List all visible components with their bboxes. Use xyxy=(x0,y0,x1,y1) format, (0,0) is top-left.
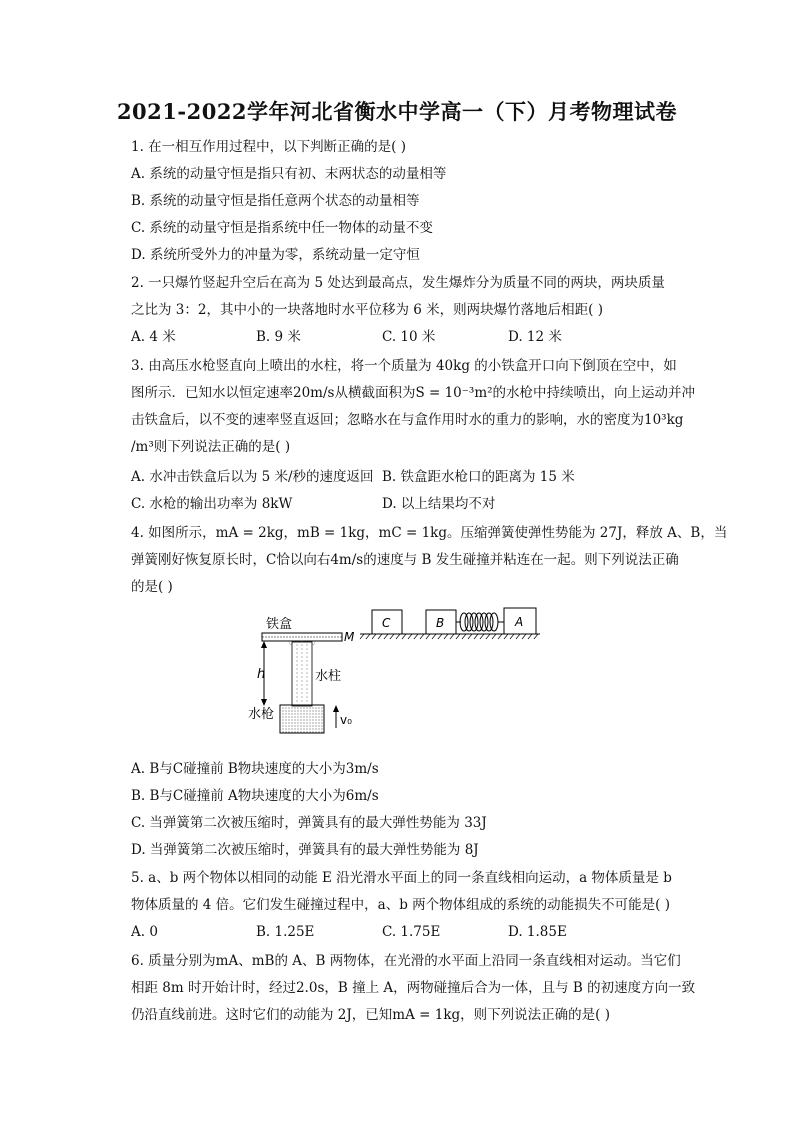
q3-option-a: A. 水冲击铁盒后以为 5 米/秒的速度返回 xyxy=(131,469,374,485)
label-v0: v₀ xyxy=(340,713,352,727)
q6-line-1: 6. 质量分别为mA、mB的 A、B 两物体，在光滑的水平面上沿同一条直线相对运动。当它们 xyxy=(131,953,681,969)
label-water-gun: 水枪 xyxy=(248,707,275,722)
q4-option-c: C. 当弹簧第二次被压缩时，弹簧具有的最大弹性势能为 33J xyxy=(131,815,487,831)
q2-option-a: A. 4 米 xyxy=(131,329,176,345)
q1-option-b: B. 系统的动量守恒是指任意两个状态的动量相等 xyxy=(131,193,420,209)
q2-line-2: 之比为 3：2，其中小的一块落地时水平位移为 6 米，则两块爆竹落地后相距( ) xyxy=(131,302,603,318)
q3-option-c: C. 水枪的输出功率为 8kW xyxy=(131,496,293,512)
q3-line-2: 图所示．已知水以恒定速率20m/s从横截面积为S = 10⁻³m²的水枪中持续喷出，向上运动并冲 xyxy=(131,385,696,401)
q1-option-d: D. 系统所受外力的冲量为零，系统动量一定守恒 xyxy=(131,247,420,263)
q1-stem: 1. 在一相互作用过程中，以下判断正确的是( ) xyxy=(131,139,406,155)
q6-line-3: 仍沿直线前进。这时它们的动能为 2J，已知mA = 1kg，则下列说法正确的是( ) xyxy=(131,1007,610,1023)
q5-option-b: B. 1.25E xyxy=(256,924,315,940)
q5-line-2: 物体质量的 4 倍。它们发生碰撞过程中，a、b 两个物体组成的系统的动能损失不可能是( ) xyxy=(131,897,670,913)
q3-line-4: /m³则下列说法正确的是( ) xyxy=(131,439,291,455)
q5-line-1: 5. a、b 两个物体以相同的动能 E 沿光滑水平面上的同一条直线相向运动，a 物体质量是 b xyxy=(131,870,672,886)
q3-option-b: B. 铁盒距水枪口的距离为 15 米 xyxy=(382,469,575,485)
question-5 xyxy=(131,865,691,919)
q2-option-b: B. 9 米 xyxy=(256,329,301,345)
q4-line-2: 弹簧刚好恢复原长时，C恰以向右4m/s的速度与 B 发生碰撞并粘连在一起。则下列说法正确 xyxy=(131,552,679,568)
label-block-c: C xyxy=(382,616,391,630)
label-iron-box: 铁盒 xyxy=(266,617,293,632)
q4-option-d: D. 当弹簧第二次被压缩时，弹簧具有的最大弹性势能为 8J xyxy=(131,842,479,858)
q2-line-1: 2. 一只爆竹竖起升空后在高为 5 处达到最高点，发生爆炸分为质量不同的两块，两块质量 xyxy=(131,275,665,291)
q6-line-2: 相距 8m 时开始计时，经过2.0s，B 撞上 A，两物碰撞后合为一体，且与 B 的初速度方向一致 xyxy=(131,980,696,996)
label-water-column: 水柱 xyxy=(315,669,342,684)
label-h: h xyxy=(257,667,266,682)
q5-option-c: C. 1.75E xyxy=(382,924,441,940)
q5-option-d: D. 1.85E xyxy=(508,924,567,940)
water-gun xyxy=(280,705,324,733)
q1-option-c: C. 系统的动量守恒是指系统中任一物体的动量不变 xyxy=(131,220,433,236)
question-2 xyxy=(131,270,691,324)
q2-option-c: C. 10 米 xyxy=(382,329,436,345)
q5-option-a: A. 0 xyxy=(131,924,158,940)
q4-option-b: B. B与C碰撞前 A物块速度的大小为6m/s xyxy=(131,788,379,804)
q4-line-3: 的是( ) xyxy=(131,579,173,595)
question-4 xyxy=(131,520,728,601)
question-3 xyxy=(131,353,696,461)
q4-option-a: A. B与C碰撞前 B物块速度的大小为3m/s xyxy=(131,761,379,777)
exam-title: 2021-2022学年河北省衡水中学高一（下）月考物理试卷 xyxy=(116,99,678,124)
blocks-spring-figure xyxy=(358,604,548,644)
q4-line-1: 4. 如图所示，mA = 2kg，mB = 1kg，mC = 1kg。压缩弹簧使弹性势能为 27J，释放 A、B，当 xyxy=(131,525,728,541)
label-m: M xyxy=(344,630,355,644)
q3-line-3: 击铁盒后，以不变的速率竖直返回；忽略水在与盒作用时水的重力的影响，水的密度为10³kg xyxy=(131,412,684,428)
water-gun-figure xyxy=(240,608,370,748)
label-block-a: A xyxy=(515,615,524,629)
spring xyxy=(456,613,504,631)
q1-option-a: A. 系统的动量守恒是指只有初、末两状态的动量相等 xyxy=(131,166,447,182)
q3-line-1: 3. 由高压水枪竖直向上喷出的水柱，将一个质量为 40kg 的小铁盒开口向下倒顶在空中，如 xyxy=(131,358,677,374)
label-block-b: B xyxy=(436,616,445,630)
question-6 xyxy=(131,948,696,1029)
question-1 xyxy=(131,134,691,269)
q2-option-d: D. 12 米 xyxy=(508,329,562,345)
q3-option-d: D. 以上结果均不对 xyxy=(382,496,496,512)
